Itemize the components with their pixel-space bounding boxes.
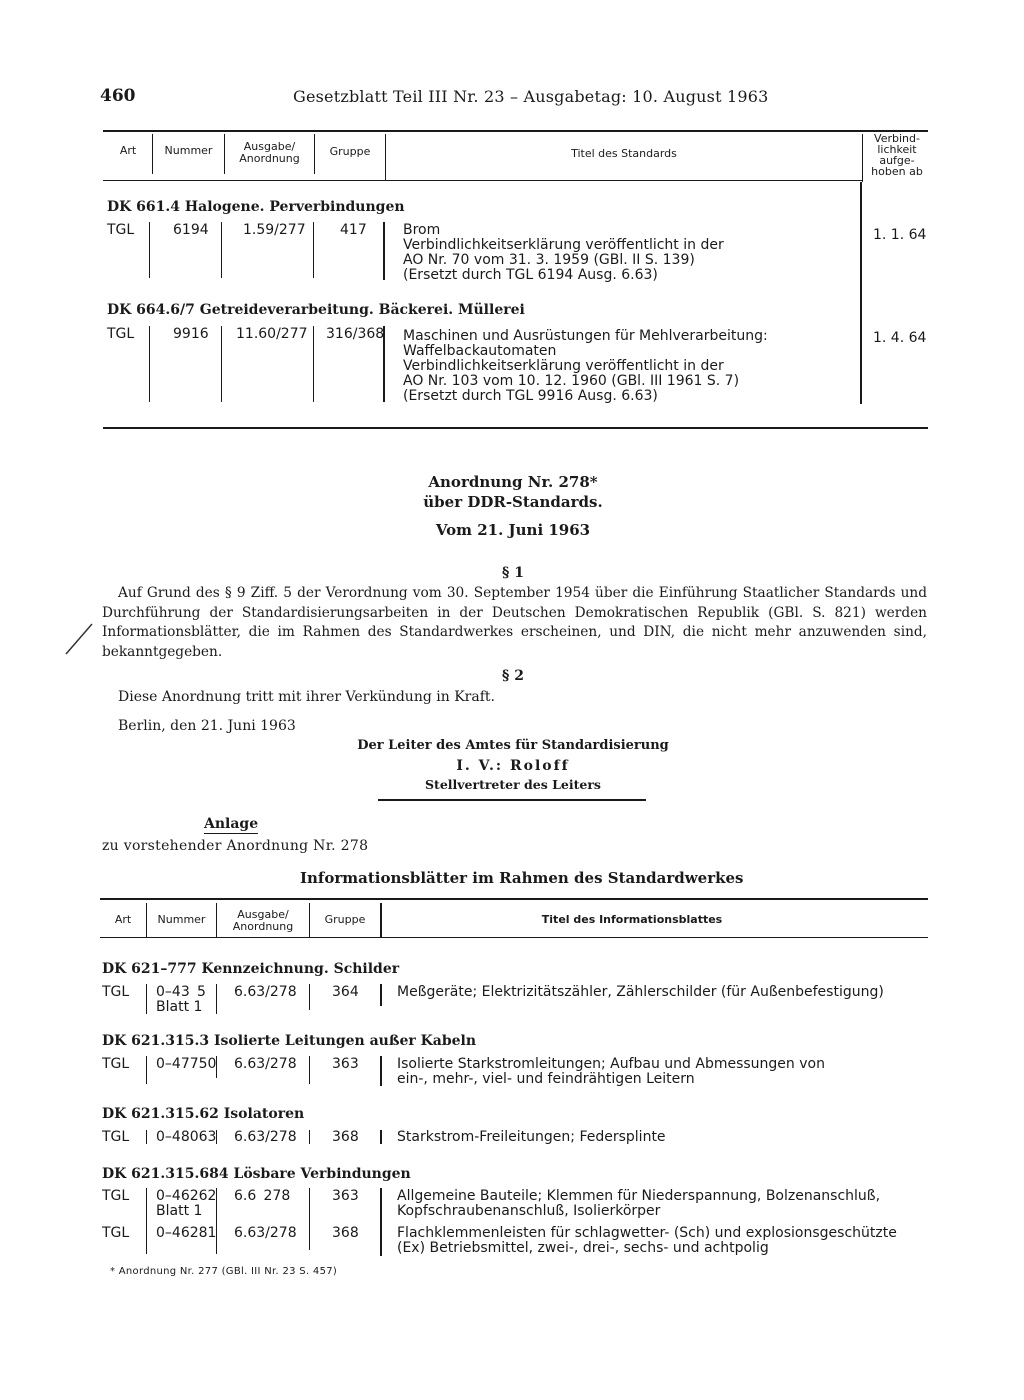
cell-divider: [383, 222, 385, 280]
paragraph-heading: § 1: [502, 565, 524, 581]
column-header-verbindlichkeit: Verbind-: [874, 132, 920, 145]
section-heading: DK 621.315.684 Lösbare Verbindungen: [102, 1166, 411, 1182]
cell-ausgabe: 1.59/277: [243, 222, 306, 238]
cell-gruppe: 368: [332, 1129, 359, 1145]
cell-ausgabe: 11.60/277: [236, 326, 308, 342]
column-header-art: Art: [119, 144, 137, 157]
column-header-gruppe: Gruppe: [324, 913, 366, 926]
cell-art: TGL: [102, 984, 130, 1000]
table-rule: [103, 130, 928, 132]
cell-divider: [146, 1130, 147, 1144]
cell-ausgabe: 6.63/278: [234, 1056, 297, 1072]
section-heading: DK 621–777 Kennzeichnung. Schilder: [102, 961, 400, 977]
signatory-role: Stellvertreter des Leiters: [425, 777, 601, 792]
annex-table-title: Informationsblätter im Rahmen des Standardwerkes: [300, 869, 744, 887]
paragraph-heading: § 2: [502, 668, 524, 684]
section-heading: DK 664.6/7 Getreideverarbeitung. Bäckerei. Müllerei: [107, 302, 525, 318]
cell-ausgabe: 6.6 278: [234, 1188, 291, 1204]
column-header-ausgabe: Ausgabe/: [243, 140, 296, 153]
column-header-nummer: Nummer: [157, 913, 206, 926]
cell-divider: [146, 1188, 147, 1254]
cell-nummer-sheet: Blatt 1: [156, 999, 203, 1015]
cell-titel: Maschinen und Ausrüstungen für Mehlverarbeitung:: [403, 328, 768, 344]
cell-divider: [216, 1188, 217, 1254]
cell-divider: [149, 222, 150, 278]
column-header-titel: Titel des Informationsblattes: [541, 913, 723, 926]
cell-titel: AO Nr. 70 vom 31. 3. 1959 (GBl. II S. 139): [403, 252, 695, 268]
cell-aufgehoben: 1. 4. 64: [873, 330, 927, 346]
cell-nummer: 0–46281: [156, 1225, 217, 1241]
cell-divider: [383, 326, 385, 402]
section-heading: DK 621.315.3 Isolierte Leitungen außer Kabeln: [102, 1033, 477, 1049]
cell-divider: [216, 984, 217, 1014]
column-divider: [860, 182, 862, 404]
column-header-titel: Titel des Standards: [571, 147, 677, 160]
cell-titel: ein-, mehr-, viel- und feindrähtigen Leitern: [397, 1071, 695, 1087]
signature-rule: [378, 799, 646, 801]
cell-titel: Isolierte Starkstromleitungen; Aufbau und Abmessungen von: [397, 1056, 825, 1072]
cell-titel: Allgemeine Bauteile; Klemmen für Niederspannung, Bolzenanschluß,: [397, 1188, 881, 1204]
margin-mark-icon: [62, 622, 96, 658]
cell-divider: [309, 1188, 310, 1250]
cell-titel: (Ex) Betriebsmittel, zwei-, drei-, sechs- und achtpolig: [397, 1240, 769, 1256]
cell-divider: [216, 1130, 217, 1144]
place-date: Berlin, den 21. Juni 1963: [118, 718, 296, 734]
cell-nummer: 9916: [173, 326, 209, 342]
cell-ausgabe: 6.63/278: [234, 984, 297, 1000]
table-rule: [100, 937, 928, 938]
column-header-ausgabe: Ausgabe/: [237, 908, 289, 921]
cell-divider: [221, 222, 222, 278]
column-header-anordnung: Anordnung: [239, 152, 300, 165]
cell-divider: [146, 1056, 147, 1084]
ordinance-title: Anordnung Nr. 278*: [428, 473, 598, 491]
ordinance-date: Vom 21. Juni 1963: [435, 521, 591, 539]
cell-art: TGL: [107, 326, 135, 342]
cell-titel: (Ersetzt durch TGL 6194 Ausg. 6.63): [403, 267, 658, 283]
footnote: * Anordnung Nr. 277 (GBl. III Nr. 23 S. 457): [110, 1266, 338, 1277]
signatory-name: I. V.: Roloff: [456, 758, 570, 774]
column-header-art: Art: [114, 913, 132, 926]
column-divider: [862, 134, 863, 182]
cell-art: TGL: [102, 1225, 130, 1241]
cell-nummer: 0–48063: [156, 1129, 217, 1145]
cell-ausgabe: 6.63/278: [234, 1225, 297, 1241]
section-heading: DK 661.4 Halogene. Perverbindungen: [107, 199, 405, 215]
cell-nummer: 0–43 5: [156, 984, 206, 1000]
cell-gruppe: 368: [332, 1225, 359, 1241]
paragraph-text: Diese Anordnung tritt mit ihrer Verkündung in Kraft.: [118, 689, 495, 705]
column-header-anordnung: Anordnung: [232, 920, 294, 933]
cell-nummer: 0–46262: [156, 1188, 217, 1204]
cell-ausgabe: 6.63/278: [234, 1129, 297, 1145]
cell-titel: AO Nr. 103 vom 10. 12. 1960 (GBl. III 1961 S. 7): [403, 373, 740, 389]
cell-art: TGL: [107, 222, 135, 238]
table-rule: [103, 427, 928, 429]
cell-titel: Brom: [403, 222, 441, 238]
annex-subtitle: zu vorstehender Anordnung Nr. 278: [102, 838, 369, 854]
cell-divider: [380, 1056, 382, 1086]
cell-divider: [313, 222, 314, 278]
column-header-verbindlichkeit: hoben ab: [871, 165, 923, 178]
cell-gruppe: 363: [332, 1056, 359, 1072]
cell-gruppe: 364: [332, 984, 359, 1000]
cell-divider: [380, 984, 382, 1006]
cell-titel: Waffelbackautomaten: [403, 343, 557, 359]
column-header-gruppe: Gruppe: [329, 145, 371, 158]
cell-divider: [216, 1056, 217, 1078]
cell-art: TGL: [102, 1188, 130, 1204]
cell-divider: [146, 984, 147, 1014]
cell-titel: Verbindlichkeitserklärung veröffentlicht in der: [403, 358, 724, 374]
cell-divider: [149, 326, 150, 402]
paragraph-text: Auf Grund des § 9 Ziff. 5 der Verordnung vom 30. September 1954 über die Einführung Staatlicher Standards und Durchführung der Standardisierungsarbeiten in der Deutschen Demokratischen Republik (GBl. S. 821) werden Informationsblätter, die im Rahmen des Standardwerkes erscheinen, und DIN, die nicht mehr anzuwenden sind, bekanntgegeben.: [102, 585, 927, 660]
ordinance-title: über DDR-Standards.: [423, 493, 603, 511]
cell-divider: [313, 326, 314, 402]
cell-divider: [309, 1130, 310, 1144]
cell-titel: Starkstrom-Freileitungen; Federsplinte: [397, 1129, 666, 1145]
cell-gruppe: 363: [332, 1188, 359, 1204]
cell-titel: Kopfschraubenanschluß, Isolierkörper: [397, 1203, 661, 1219]
column-header-verbindlichkeit: lichkeit: [877, 143, 917, 156]
cell-divider: [309, 1056, 310, 1084]
cell-titel: Flachklemmenleisten für schlagwetter- (Sch) und explosionsgeschützte: [397, 1225, 897, 1241]
cell-art: TGL: [102, 1129, 130, 1145]
cell-divider: [309, 984, 310, 1010]
page-number: 460: [100, 86, 136, 106]
cell-titel: Meßgeräte; Elektrizitätszähler, Zählerschilder (für Außenbefestigung): [397, 984, 884, 1000]
annex-label: Anlage: [204, 816, 259, 832]
cell-art: TGL: [102, 1056, 130, 1072]
cell-divider: [380, 1188, 382, 1256]
cell-divider: [221, 326, 222, 402]
cell-nummer-sheet: Blatt 1: [156, 1203, 203, 1219]
column-header-nummer: Nummer: [164, 144, 213, 157]
table-rule: [100, 898, 928, 900]
cell-aufgehoben: 1. 1. 64: [873, 227, 927, 243]
cell-nummer: 6194: [173, 222, 209, 238]
table-rule: [103, 180, 863, 181]
running-title: Gesetzblatt Teil III Nr. 23 – Ausgabetag: 10. August 1963: [293, 87, 769, 106]
cell-titel: Verbindlichkeitserklärung veröffentlicht in der: [403, 237, 724, 253]
section-heading: DK 621.315.62 Isolatoren: [102, 1106, 305, 1122]
cell-titel: (Ersetzt durch TGL 9916 Ausg. 6.63): [403, 388, 658, 404]
column-header-verbindlichkeit: aufge-: [879, 154, 915, 167]
cell-nummer: 0–47750: [156, 1056, 217, 1072]
cell-gruppe: 316/368: [326, 326, 385, 342]
cell-gruppe: 417: [340, 222, 367, 238]
cell-divider: [380, 1130, 382, 1144]
signatory-office: Der Leiter des Amtes für Standardisierung: [357, 738, 669, 753]
